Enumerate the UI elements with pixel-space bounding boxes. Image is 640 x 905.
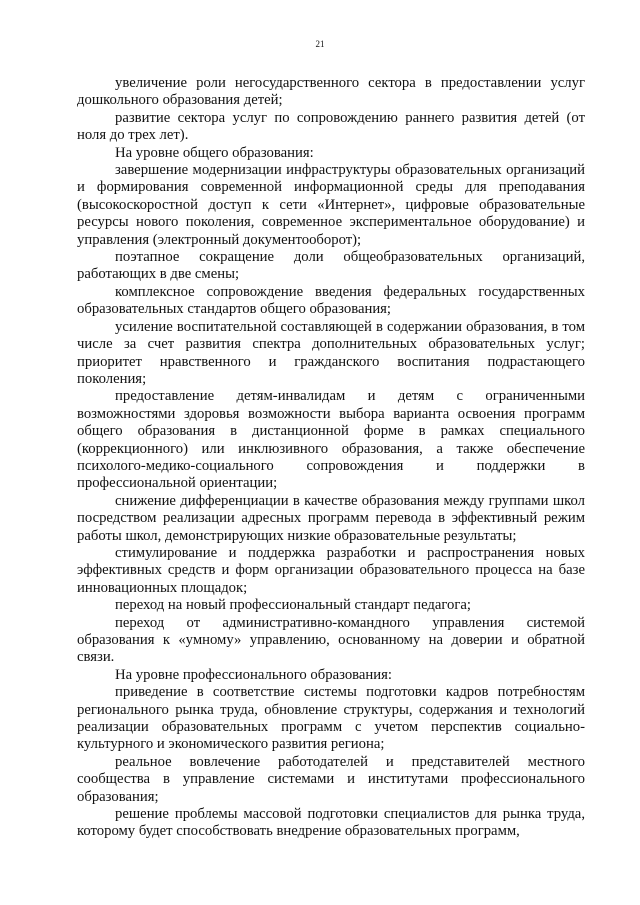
paragraph-upbringing: усиление воспитательной составляющей в содержании образования, в том числе за счет развития спектра дополнительных образовательных услуг; приоритет нравственного и гражданского воспитания подрастающего поколения;	[77, 318, 585, 387]
paragraph-differentiation: снижение дифференциации в качестве образования между группами школ посредством реализации адресных программ перевода в эффективный режим работы школ, демонстрирующих низкие образовательные результаты;	[77, 492, 585, 544]
heading-professional-education: На уровне профессионального образования:	[115, 666, 392, 683]
paragraph-early-development: развитие сектора услуг по сопровождению раннего развития детей (от ноля до трех лет).	[77, 109, 585, 144]
paragraph-fgos: комплексное сопровождение введения федеральных государственных образовательных стандартов общего образования;	[77, 283, 585, 318]
paragraph-shifts: поэтапное сокращение доли общеобразовательных организаций, работающих в две смены;	[77, 249, 585, 283]
paragraph-nonstate-sector: увеличение роли негосударственного сектора в предоставлении услуг дошкольного образования детей;	[77, 75, 585, 109]
paragraph-employers: реальное вовлечение работодателей и представителей местного сообщества в управление системами и институтами профессионального образования;	[77, 753, 585, 805]
page-number: 21	[315, 39, 325, 49]
paragraph-innovation: стимулирование и поддержка разработки и распространения новых эффективных средств и форм организации образовательного процесса на базе инновационных площадок;	[77, 544, 585, 596]
paragraph-disabled-children: предоставление детям-инвалидам и детям с ограниченными возможностями здоровья возможности выбора варианта освоения программ общего образования в дистанционной форме в рамках специального (коррекционного) или инклюзивного образования, а также обеспечение психолого-медико-социального сопровождения и поддержки в профессиональной ориентации;	[77, 388, 585, 492]
paragraph-teacher-standard: переход на новый профессиональный стандарт педагога;	[115, 597, 472, 614]
paragraph-infrastructure: завершение модернизации инфраструктуры образовательных организаций и формирования современной информационной среды для преподавания (высокоскоростной доступ к сети «Интернет», цифровые образовательные ресурсы нового поколения, современное экспериментальное оборудование) и управления (электронный документооборот);	[77, 162, 585, 248]
heading-general-education: На уровне общего образования:	[115, 144, 314, 161]
paragraph-smart-management: переход от административно-командного управления системой образования к «умному» управлению, основанному на доверии и обратной связи.	[77, 614, 585, 666]
paragraph-labor-market: приведение в соответствие системы подготовки кадров потребностям регионального рынка труда, обновление структуры, содержания и технологий реализации образовательных программ с учетом перспектив социально-культурного и экономического развития региона;	[77, 684, 585, 753]
document-body	[77, 75, 585, 841]
paragraph-mass-training: решение проблемы массовой подготовки специалистов для рынка труда, которому будет способствовать внедрение образовательных программ,	[77, 806, 585, 840]
